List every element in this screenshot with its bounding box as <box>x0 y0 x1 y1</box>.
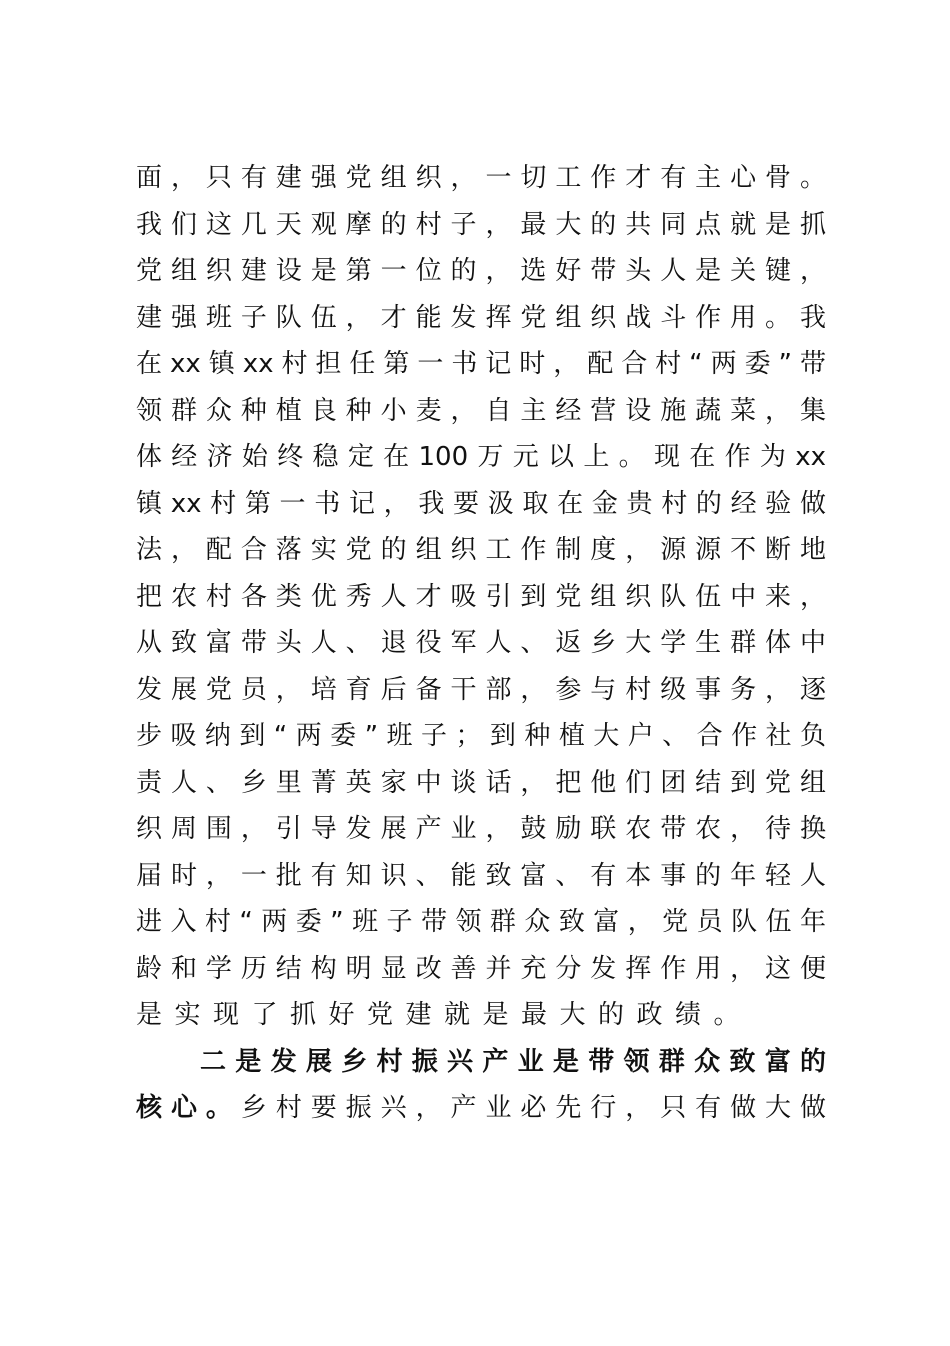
text-line: 届时，一批有知识、能致富、有本事的年轻人 <box>136 860 826 891</box>
text-line: 我们这几天观摩的村子，最大的共同点就是抓 <box>136 209 826 240</box>
text-line: 在xx镇xx村担任第一书记时，配合村“两委”带 <box>136 349 826 379</box>
text-line: 织周围，引导发展产业，鼓励联农带农，待换 <box>136 814 826 844</box>
text-line: 面，只有建强党组织，一切工作才有主心骨。 <box>136 163 826 193</box>
paragraph-text: 乡村要振兴，产业必先行，只有做大做 <box>240 1093 826 1123</box>
section-heading-line: 二是发展乡村振兴产业是带领群众致富的 <box>200 1046 826 1077</box>
paragraph-continuation <box>136 155 826 1039</box>
text-line: 建强班子队伍，才能发挥党组织战斗作用。我 <box>136 302 826 333</box>
text-line: 进入村“两委”班子带领群众致富，党员队伍年 <box>136 907 826 937</box>
text-line: 责人、乡里菁英家中谈话，把他们团结到党组 <box>136 767 826 798</box>
text-line: 龄和学历结构明显改善并充分发挥作用，这便 <box>136 953 826 984</box>
text-line: 镇xx村第一书记，我要汲取在金贵村的经验做 <box>136 488 826 519</box>
document-body <box>136 155 826 1132</box>
paragraph-industry <box>136 1039 826 1132</box>
text-line: 步吸纳到“两委”班子；到种植大户、合作社负 <box>136 721 826 751</box>
text-line: 发展党员，培育后备干部，参与村级事务，逐 <box>136 674 826 705</box>
text-line: 体经济始终稳定在100万元以上。现在作为xx <box>136 442 826 472</box>
text-line: 党组织建设是第一位的，选好带头人是关键， <box>136 256 826 286</box>
text-line: 法，配合落实党的组织工作制度，源源不断地 <box>136 535 826 565</box>
text-line: 是实现了抓好党建就是最大的政绩。 <box>136 1000 753 1030</box>
text-line: 把农村各类优秀人才吸引到党组织队伍中来， <box>136 581 826 612</box>
section-heading-tail: 核心。 <box>136 1093 241 1123</box>
text-line: 领群众种植良种小麦，自主经营设施蔬菜，集 <box>136 395 826 426</box>
text-line <box>136 1085 826 1132</box>
text-line: 从致富带头人、退役军人、返乡大学生群体中 <box>136 628 826 658</box>
